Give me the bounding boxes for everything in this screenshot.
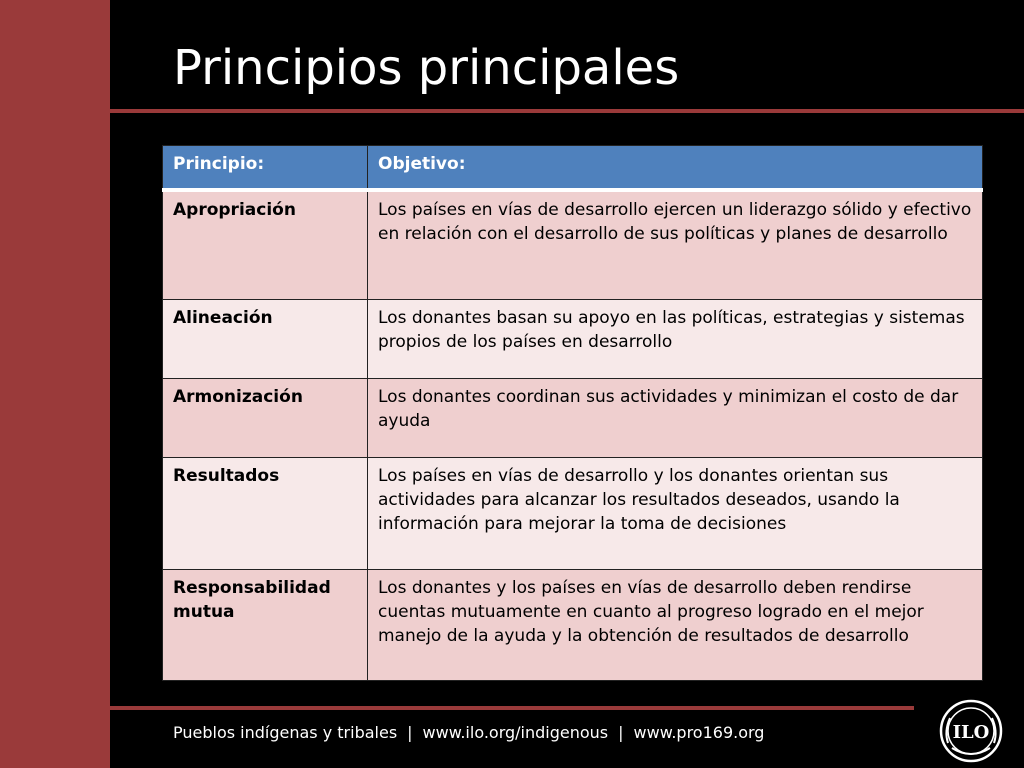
- principle-objective: Los donantes y los países en vías de desarrollo deben rendirse cuentas mutuamente en cuanto al progreso logrado en el mejor manejo de la ayuda y la obtención de resultados de desarrollo: [368, 570, 983, 681]
- logo-text: ILO: [952, 722, 990, 743]
- principle-name: Resultados: [163, 458, 368, 570]
- footer-link-pro169[interactable]: www.pro169.org: [633, 723, 765, 742]
- footer-separator: |: [407, 723, 413, 742]
- footer-divider: [110, 706, 914, 710]
- footer-title: Pueblos indígenas y tribales: [173, 723, 398, 742]
- title-divider: [110, 109, 1024, 113]
- principle-name: Responsabilidad mutua: [163, 570, 368, 681]
- principle-name: Armonización: [163, 379, 368, 458]
- table-row: [163, 379, 983, 458]
- table-header-row: [163, 146, 983, 191]
- principle-objective: Los países en vías de desarrollo ejercen un liderazgo sólido y efectivo en relación con el desarrollo de sus políticas y planes de desarrollo: [368, 190, 983, 300]
- principle-name: Apropriación: [163, 190, 368, 300]
- footer-bar: [173, 722, 764, 744]
- slide-title: Principios principales: [173, 40, 680, 96]
- footer-separator: |: [618, 723, 624, 742]
- header-objetivo: Objetivo:: [368, 146, 983, 191]
- table-row: [163, 190, 983, 300]
- left-accent-band: [0, 0, 110, 768]
- table-row: [163, 300, 983, 379]
- table-row: [163, 570, 983, 681]
- principle-objective: Los donantes coordinan sus actividades y minimizan el costo de dar ayuda: [368, 379, 983, 458]
- principle-name: Alineación: [163, 300, 368, 379]
- principle-objective: Los países en vías de desarrollo y los donantes orientan sus actividades para alcanzar los resultados deseados, usando la información para mejorar la toma de decisiones: [368, 458, 983, 570]
- table-row: [163, 458, 983, 570]
- header-principio: Principio:: [163, 146, 368, 191]
- principles-table: [162, 145, 983, 681]
- principles-table-container: [162, 145, 982, 681]
- footer-link-ilo[interactable]: www.ilo.org/indigenous: [422, 723, 609, 742]
- ilo-logo-icon: [938, 698, 1004, 764]
- principle-objective: Los donantes basan su apoyo en las políticas, estrategias y sistemas propios de los países en desarrollo: [368, 300, 983, 379]
- ilo-logo-svg: [938, 698, 1004, 764]
